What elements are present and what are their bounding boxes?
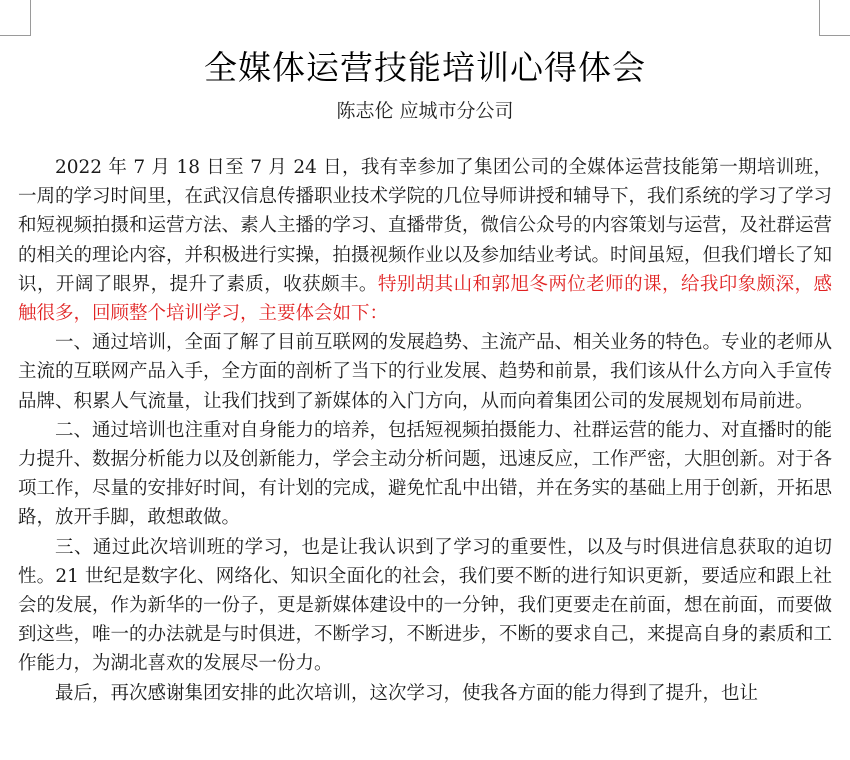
crop-mark-top-left-vertical bbox=[30, 0, 31, 36]
paragraph-text: 二、通过培训也注重对自身能力的培养，包括短视频拍摄能力、社群运营的能力、对直播时的能力提升、数据分析能力以及创新能力，学会主动分析问题，迅速反应，工作严密，大胆创新。对于各项工作，尽量的安排好时间，有计划的完成，避免忙乱中出错，并在务实的基础上用于创新，开拓思路，放开手脚，敢想敢做。 bbox=[18, 419, 833, 529]
paragraph-intro bbox=[18, 153, 832, 328]
paragraph-closing bbox=[18, 679, 832, 708]
paragraph-text: 一、通过培训，全面了解了目前互联网的发展趋势、主流产品、相关业务的特色。专业的老师从主流的互联网产品入手，全方面的剖析了当下的行业发展、趋势和前景，我们该从什么方向入手宣传品牌、积累人气流量，让我们找到了新媒体的入门方向，从而向着集团公司的发展规划布局前进。 bbox=[18, 332, 833, 412]
crop-mark-top-right-vertical bbox=[819, 0, 820, 36]
paragraph-text: 三、通过此次培训班的学习，也是让我认识到了学习的重要性，以及与时俱进信息获取的迫切性。21 世纪是数字化、网络化、知识全面化的社会，我们要不断的进行知识更新，要适应和跟上社会的发展，作为新华的一份子，更是新媒体建设中的一分钟，我们更要走在前面，想在前面，而要做到这些，唯一的办法就是与时俱进，不断学习，不断进步，不断的要求自己，来提高自身的素质和工作能力，为湖北喜欢的发展尽一份力。 bbox=[18, 536, 833, 675]
paragraph-point-one bbox=[18, 328, 832, 416]
document-body bbox=[18, 153, 832, 708]
paragraph-point-three bbox=[18, 533, 832, 679]
crop-mark-top-left-horizontal bbox=[0, 35, 31, 36]
crop-mark-top-right-horizontal bbox=[819, 35, 850, 36]
paragraph-point-two bbox=[18, 416, 832, 533]
paragraph-text: 2022 年 7 月 18 日至 7 月 24 日，我有幸参加了集团公司的全媒体运营技能第一期培训班，一周的学习时间里，在武汉信息传播职业技术学院的几位导师讲授和辅导下，我们系统的学习了学习和短视频拍摄和运营方法、素人主播的学习、直播带货，微信公众号的内容策划与运营，及社群运营的相关的理论内容，并积极进行实操，拍摄视频作业以及参加结业考试。时间虽短，但我们增长了知识，开阔了眼界，提升了素质，收获颇丰。 bbox=[18, 157, 833, 295]
highlighted-text: 特别胡其山和郭旭冬两位老师的课，给我印象颇深，感触很多，回顾整个培训学习，主要体会如下： bbox=[18, 273, 832, 325]
paragraph-text: 最后，再次感谢集团安排的此次培训，这次学习，使我各方面的能力得到了提升，也让 bbox=[55, 682, 759, 704]
document-byline: 陈志伦 应城市分公司 bbox=[336, 100, 514, 122]
document-title: 全媒体运营技能培训心得体会 bbox=[204, 48, 646, 87]
